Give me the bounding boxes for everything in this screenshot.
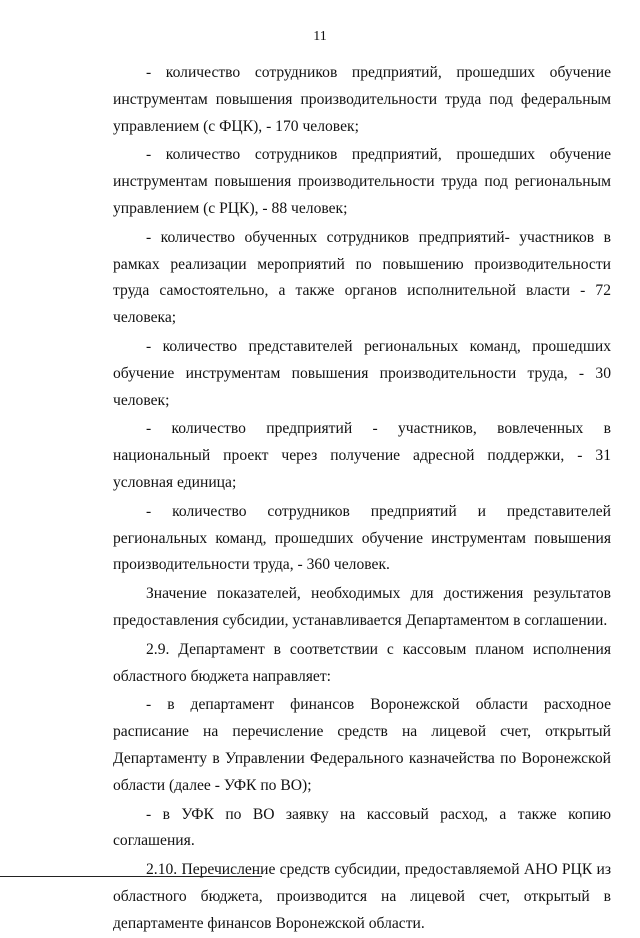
- paragraph-rck-employees: - количество сотрудников предприятий, прошедших обучение инструментам повышения производительности труда под региональным управлением (с РЦК), - 88 человек;: [113, 146, 611, 217]
- page-number: 11: [313, 29, 327, 44]
- paragraph-fck-employees: - количество сотрудников предприятий, прошедших обучение инструментам повышения производительности труда под федеральным управлением (с ФЦК), - 170 человек;: [113, 64, 611, 135]
- paragraph-self-trained-employees: - количество обученных сотрудников предприятий- участников в рамках реализации мероприятий по повышению производительности труда самостоятельно, а также органов исполнительной власти - 72 человека;: [113, 228, 611, 327]
- footer-divider: [0, 876, 262, 877]
- paragraph-expense-schedule: - в департамент финансов Воронежской области расходное расписание на перечисление средств на лицевой счет, открытый Департаменту в Управлении Федерального казначейства по Воронежской области (далее - УФК по ВО);: [113, 696, 611, 794]
- paragraph-regional-team-representatives: - количество представителей региональных команд, прошедших обучение инструментам повышения производительности труда, - 30 человек;: [113, 337, 611, 409]
- paragraph-indicator-values: Значение показателей, необходимых для достижения результатов предоставления субсидии, устанавливается Департаментом в соглашении.: [113, 585, 611, 629]
- paragraph-section-2-10: 2.10. Перечисление средств субсидии, предоставляемой АНО РЦК из областного бюджета, производится на лицевой счет, открытый в департаменте финансов Воронежской области.: [113, 861, 611, 932]
- paragraph-cash-expense-request: - в УФК по ВО заявку на кассовый расход, а также копию соглашения.: [113, 805, 611, 850]
- document-body: [113, 60, 611, 938]
- paragraph-participating-enterprises: - количество предприятий - участников, вовлеченных в национальный проект через получение адресной поддержки, - 31 условная единица;: [113, 420, 611, 491]
- paragraph-employees-and-representatives: - количество сотрудников предприятий и представителей региональных команд, прошедших обучение инструментам повышения производительности труда, - 360 человек.: [113, 502, 611, 574]
- paragraph-section-2-9: 2.9. Департамент в соответствии с кассовым планом исполнения областного бюджета направляет:: [113, 640, 611, 685]
